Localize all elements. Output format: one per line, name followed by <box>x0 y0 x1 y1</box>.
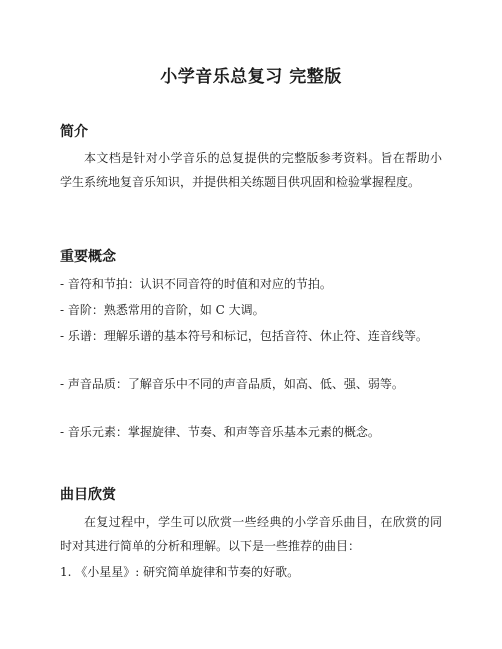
section-heading-concepts: 重要概念 <box>60 249 116 265</box>
concept-item: - 音符和节拍：认识不同音符的时值和对应的节拍。 <box>60 277 332 291</box>
section-heading-intro: 简介 <box>60 124 88 140</box>
intro-paragraph: 本文档是针对小学音乐的总复提供的完整版参考资料。旨在帮助小学生系统地复音乐知识，并提供相关练题目供巩固和检验掌握程度。 <box>60 151 442 189</box>
appreciation-paragraph: 在复过程中，学生可以欣赏一些经典的小学音乐曲目，在欣赏的同时对其进行简单的分析和理解。以下是一些推荐的曲目： <box>60 515 442 553</box>
concept-item: - 音阶：熟悉常用的音阶，如 C 大调。 <box>60 303 265 317</box>
concept-item: - 声音品质：了解音乐中不同的声音品质，如高、低、强、弱等。 <box>60 377 404 391</box>
concept-item: - 音乐元素：掌握旋律、节奏、和声等音乐基本元素的概念。 <box>60 425 380 439</box>
song-list-item: 1. 《小星星》: 研究简单旋律和节奏的好歌。 <box>60 565 300 579</box>
section-heading-appreciation: 曲目欣赏 <box>60 487 116 503</box>
concept-item: - 乐谱：理解乐谱的基本符号和标记，包括音符、休止符、连音线等。 <box>60 329 428 343</box>
document-title: 小学音乐总复习 完整版 <box>160 67 342 87</box>
